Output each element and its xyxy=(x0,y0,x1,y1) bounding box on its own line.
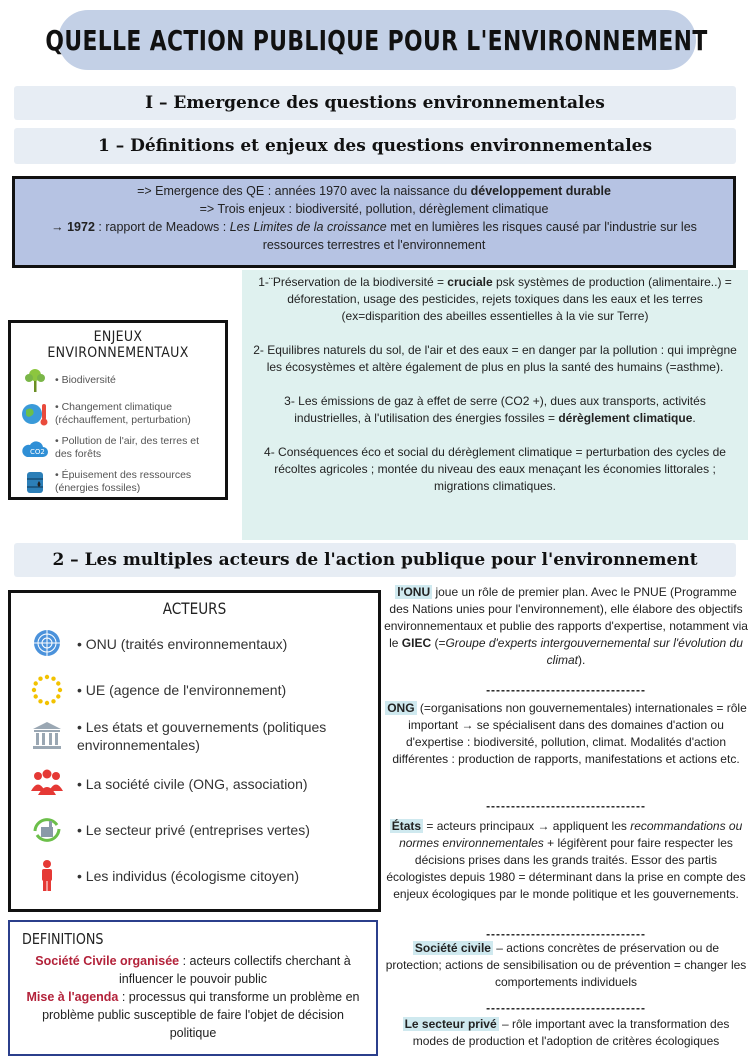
ong-paragraph: ONG (=organisations non gouvernementales) internationales = rôle important → se spécialisent dans des domaines d'action ou d'expertise : biodiversité, pollution, climat. Modalités d'action différentes : production de rapports, manifestations et actions etc. xyxy=(387,701,747,766)
acteur-item: • UE (agence de l'environnement) xyxy=(25,672,364,708)
green-factory-icon xyxy=(25,812,69,848)
page-title-banner xyxy=(45,10,709,70)
enjeu-point-3: 3- Les émissions de gaz à effet de serre (CO2 +), dues aux transports, activités industrielles, à l'utilisation des énergies fossiles = dérèglement climatique. xyxy=(284,394,706,425)
intro-line-1: => Emergence des QE : années 1970 avec la naissance du développement durable xyxy=(137,184,611,198)
acteur-item: • Les individus (écologisme citoyen) xyxy=(25,858,364,894)
separator: -------------------------------- xyxy=(486,927,646,941)
intro-box xyxy=(12,176,736,268)
section-heading-1: I – Emergence des questions environnementales xyxy=(14,86,736,120)
enjeu-item: • Biodiversité xyxy=(21,367,215,393)
enjeu-item: • Épuisement des ressources (énergies fossiles) xyxy=(21,469,215,495)
page-title: QUELLE ACTION PUBLIQUE POUR L'ENVIRONNEMENT xyxy=(45,23,709,57)
societe-civile-paragraph: Société civile – actions concrètes de préservation ou de protection; actions de sensibilisation ou de prévention = changer les comportements individuels xyxy=(385,941,747,989)
enjeu-point-1: 1-¨Préservation de la biodiversité = cruciale psk systèmes de production (alimentaire..) = déforestation, usage des pesticides, rejets toxiques dans les eaux et les terres (ex=disparition des abeilles essentielles à la vie sur Terre) xyxy=(258,275,732,323)
government-building-icon xyxy=(25,718,69,754)
enjeu-item: • Changement climatique (réchauffement, perturbation) xyxy=(21,401,215,427)
etats-paragraph: États = acteurs principaux → appliquent les recommandations ou normes environnementales + légifèrent pour faire respecter les décisions prises dans les grands traités. Essor des partis écologistes depuis 1980 = déterminant dans la prise en compte des enjeux écologiques par le monde politique et les gouvernements. xyxy=(386,819,746,901)
enjeu-point-2: 2- Equilibres naturels du sol, de l'air et des eaux = en danger par la pollution : qui imprègne les écosystèmes et altère également de plus en plus la santé des humains (=asthme). xyxy=(253,343,737,374)
enjeu-item: CO2 • Pollution de l'air, des terres et des forêts xyxy=(21,435,215,461)
intro-line-2: => Trois enjeux : biodiversité, pollution, dérèglement climatique xyxy=(199,202,549,216)
acteur-item: • La société civile (ONG, association) xyxy=(25,766,364,802)
eu-stars-icon xyxy=(25,672,69,708)
subsection-heading-1: 1 – Définitions et enjeux des questions environnementales xyxy=(14,128,736,164)
subsection-heading-2: 2 – Les multiples acteurs de l'action publique pour l'environnement xyxy=(14,543,736,577)
acteur-item: • Le secteur privé (entreprises vertes) xyxy=(25,812,364,848)
co2-cloud-icon xyxy=(21,435,49,461)
acteur-item: • ONU (traités environnementaux) xyxy=(25,626,364,662)
un-emblem-icon xyxy=(25,626,69,662)
separator: -------------------------------- xyxy=(486,683,646,697)
definitions-box xyxy=(8,920,378,1056)
tree-icon xyxy=(21,367,49,393)
earth-thermometer-icon xyxy=(21,401,49,427)
separator: -------------------------------- xyxy=(486,1001,646,1015)
secteur-prive-paragraph: Le secteur privé – rôle important avec la transformation des modes de production et l'adoption de critères écologiques xyxy=(404,1017,730,1048)
acteur-item: • Les états et gouvernements (politiques environnementales) xyxy=(25,718,364,754)
onu-paragraph: l'ONU joue un rôle de premier plan. Avec le PNUE (Programme des Nations unies pour l'environnement), elle élabore des objectifs environnementaux et publie des rapports d'expertise, notamment via le GIEC (=Groupe d'experts intergouvernemental sur l'évolution du climat). xyxy=(384,585,748,667)
enjeux-explanation xyxy=(242,270,748,540)
enjeux-box xyxy=(8,320,228,500)
definition-1: Société Civile organisée : acteurs collectifs cherchant à influencer le pouvoir public xyxy=(35,954,351,986)
acteurs-box xyxy=(8,590,381,912)
definition-2: Mise à l'agenda : processus qui transforme un problème en problème public susceptible de faire l'objet de décision politique xyxy=(26,990,360,1040)
person-icon xyxy=(25,858,69,894)
definitions-title: DEFINITIONS xyxy=(22,930,104,948)
svg-text:CO2: CO2 xyxy=(30,448,45,456)
enjeu-point-4: 4- Conséquences éco et social du dérèglement climatique = perturbation des cycles de récoltes agricoles ; montée du niveau des eaux menaçant les économies littorales ; migrations climatiques. xyxy=(264,445,726,493)
enjeux-box-title: ENJEUX ENVIRONNEMENTAUX xyxy=(47,329,189,361)
separator: -------------------------------- xyxy=(486,799,646,813)
acteurs-box-title: ACTEURS xyxy=(162,599,227,618)
people-group-icon xyxy=(25,766,69,802)
intro-line-3: → 1972 : rapport de Meadows : Les Limites de la croissance met en lumières les risques causé par l'industrie sur les ressources terrestres et l'environnement xyxy=(51,220,697,252)
oil-barrel-icon xyxy=(21,469,49,495)
